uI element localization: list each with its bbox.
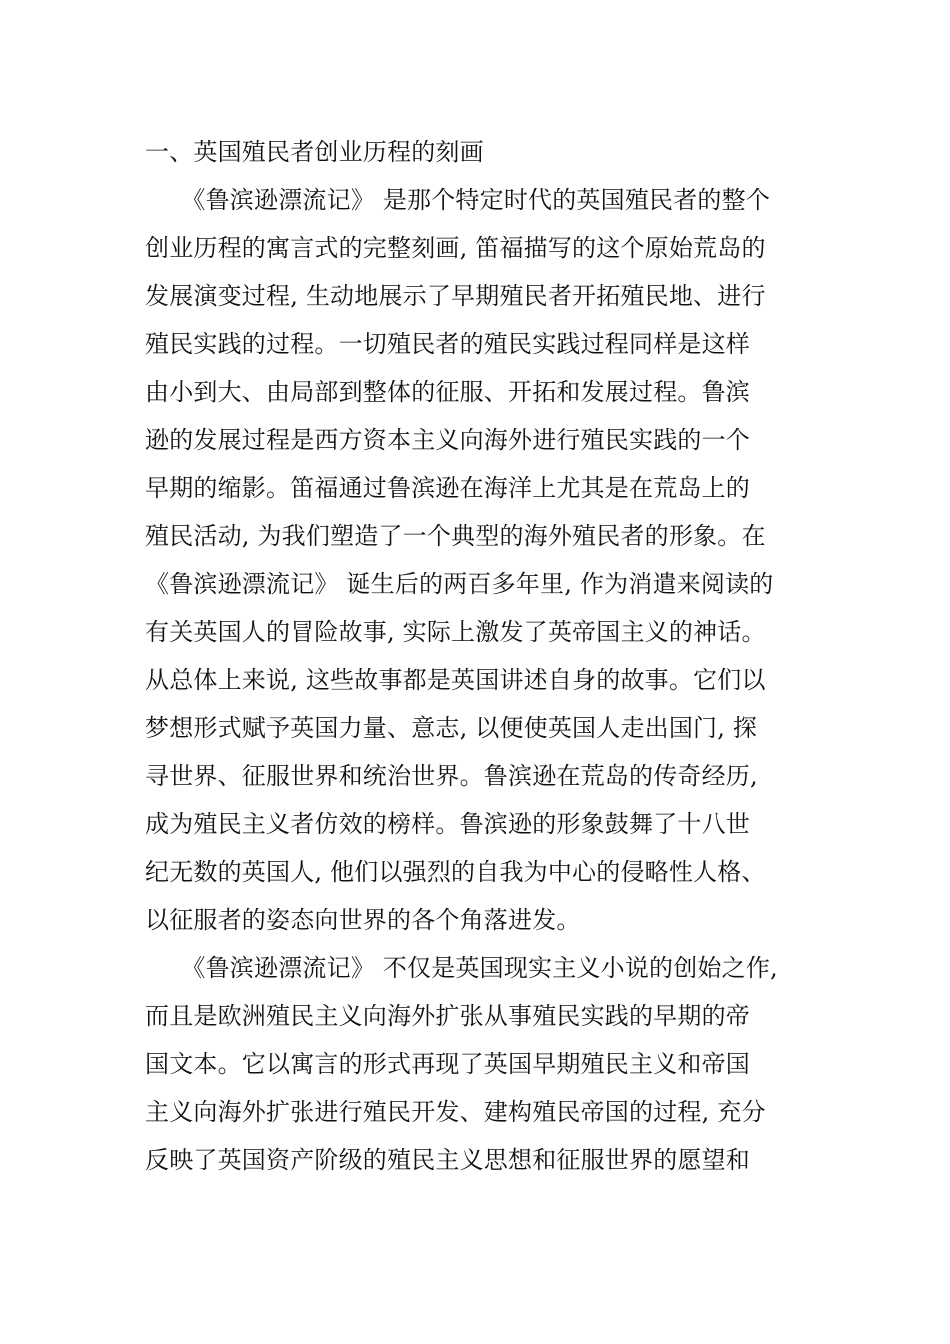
paragraph-line: 发展演变过程, 生动地展示了早期殖民者开拓殖民地、进行 [145, 282, 766, 310]
paragraph-line: 纪无数的英国人, 他们以强烈的自我为中心的侵略性人格、 [145, 858, 766, 886]
paragraph-1 [145, 176, 810, 944]
paragraph-line: 由小到大、由局部到整体的征服、开拓和发展过程。鲁滨 [145, 378, 750, 406]
paragraph-line: 梦想形式赋予英国力量、意志, 以便使英国人走出国门, 探 [145, 714, 758, 742]
paragraph-line: 有关英国人的冒险故事, 实际上激发了英帝国主义的神话。 [145, 618, 766, 646]
paragraph-line: 以征服者的姿态向世界的各个角落进发。 [145, 906, 581, 934]
paragraph-line: 《鲁滨逊漂流记》 是那个特定时代的英国殖民者的整个 [145, 186, 771, 214]
paragraph-line: 逊的发展过程是西方资本主义向海外进行殖民实践的一个 [145, 426, 750, 454]
document-body [145, 128, 810, 1184]
paragraph-line: 《鲁滨逊漂流记》 不仅是英国现实主义小说的创始之作, [145, 954, 778, 982]
paragraph-line: 成为殖民主义者仿效的榜样。鲁滨逊的形象鼓舞了十八世 [145, 810, 750, 838]
paragraph-line: 《鲁滨逊漂流记》 诞生后的两百多年里, 作为消遣来阅读的 [145, 570, 774, 598]
paragraph-line: 反映了英国资产阶级的殖民主义思想和征服世界的愿望和 [145, 1146, 750, 1174]
paragraph-line: 从总体上来说, 这些故事都是英国讲述自身的故事。它们以 [145, 666, 766, 694]
paragraph-line: 而且是欧洲殖民主义向海外扩张从事殖民实践的早期的帝 [145, 1002, 750, 1030]
paragraph-line: 早期的缩影。笛福通过鲁滨逊在海洋上尤其是在荒岛上的 [145, 474, 750, 502]
paragraph-line: 创业历程的寓言式的完整刻画, 笛福描写的这个原始荒岛的 [145, 234, 766, 262]
paragraph-line: 寻世界、征服世界和统治世界。鲁滨逊在荒岛的传奇经历, [145, 762, 758, 790]
paragraph-2 [145, 944, 810, 1184]
paragraph-line: 殖民实践的过程。一切殖民者的殖民实践过程同样是这样 [145, 330, 750, 358]
paragraph-line: 殖民活动, 为我们塑造了一个典型的海外殖民者的形象。在 [145, 522, 766, 550]
paragraph-line: 国文本。它以寓言的形式再现了英国早期殖民主义和帝国 [145, 1050, 750, 1078]
section-heading: 一、英国殖民者创业历程的刻画 [145, 138, 484, 166]
paragraph-line: 主义向海外扩张进行殖民开发、建构殖民帝国的过程, 充分 [145, 1098, 766, 1126]
